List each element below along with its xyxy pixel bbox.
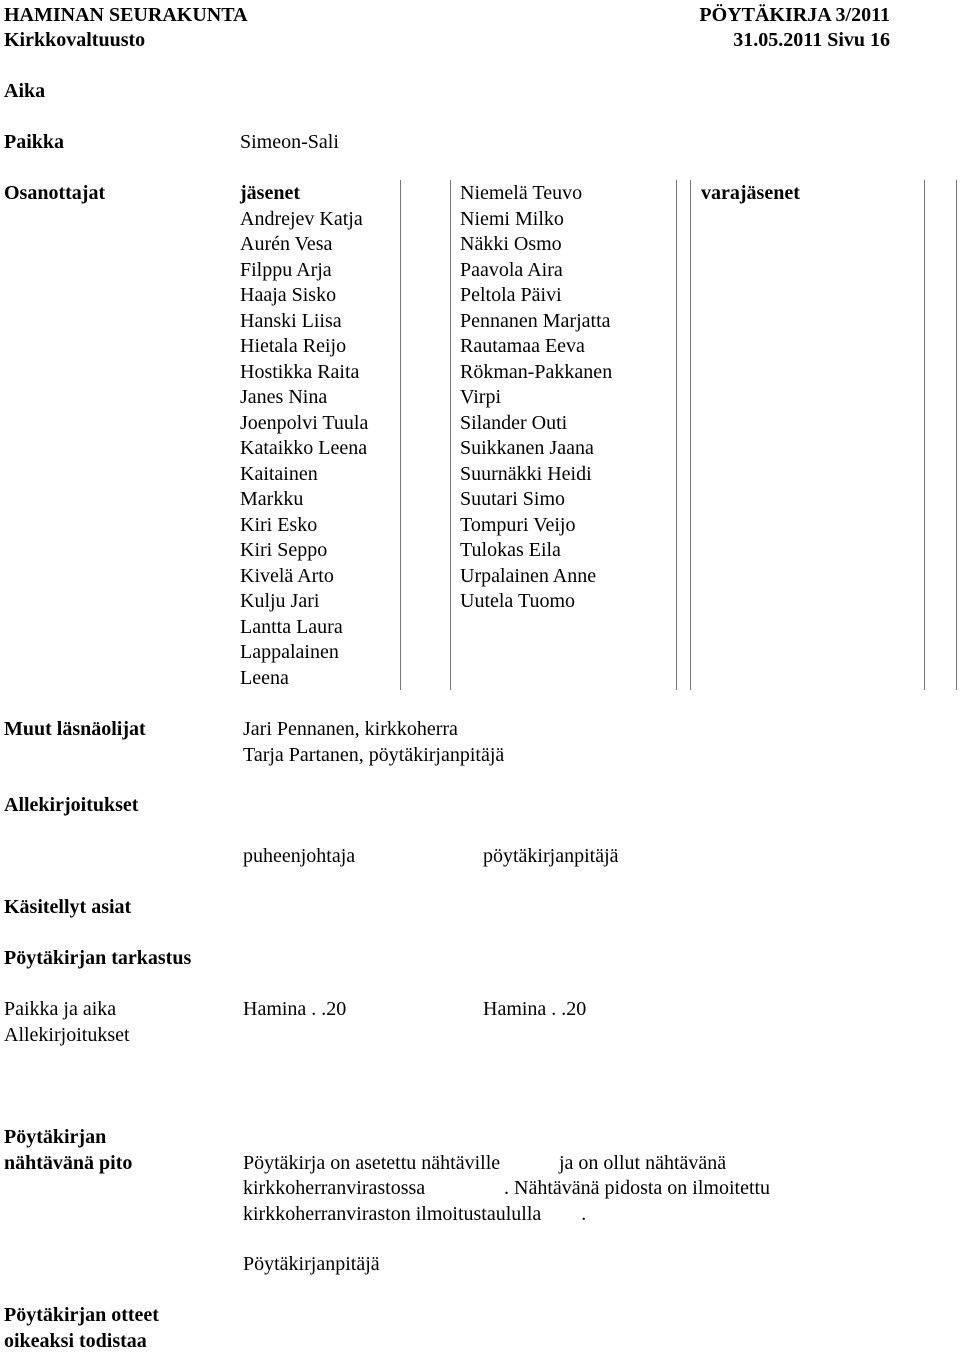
member-name: Tompuri Veijo xyxy=(460,513,612,539)
display-line-1b: ja on ollut nähtävänä xyxy=(559,1151,726,1177)
other-attendee: Jari Pennanen, kirkkoherra xyxy=(243,717,458,743)
member-name: Janes Nina xyxy=(240,385,368,411)
member-name: Suikkanen Jaana xyxy=(460,436,612,462)
member-name: Hietala Reijo xyxy=(240,334,368,360)
member-name: Hanski Liisa xyxy=(240,309,368,335)
label-otteet-1: Pöytäkirjan otteet xyxy=(4,1303,159,1329)
display-line-2a: kirkkoherranvirastossa xyxy=(243,1176,425,1202)
member-name: Joenpolvi Tuula xyxy=(240,411,368,437)
member-name: Paavola Aira xyxy=(460,258,612,284)
member-name: Virpi xyxy=(460,385,612,411)
label-aika: Aika xyxy=(4,79,45,105)
review-place-1: Hamina . .20 xyxy=(243,997,346,1023)
date-page: 31.05.2011 Sivu 16 xyxy=(733,28,890,54)
member-name: Lantta Laura xyxy=(240,615,368,641)
signature-chair: puheenjohtaja xyxy=(243,844,355,870)
member-name: Kiri Esko xyxy=(240,513,368,539)
members-column-2 xyxy=(460,181,612,615)
org-name: HAMINAN SEURAKUNTA xyxy=(4,3,248,29)
members-heading: jäsenet xyxy=(240,181,300,207)
label-allekirjoitukset-2: Allekirjoitukset xyxy=(4,1023,130,1049)
column-divider xyxy=(690,180,691,690)
label-allekirjoitukset: Allekirjoitukset xyxy=(4,793,138,819)
review-place-2: Hamina . .20 xyxy=(483,997,586,1023)
member-name: Niemelä Teuvo xyxy=(460,181,612,207)
member-name: Tulokas Eila xyxy=(460,538,612,564)
member-name: Markku xyxy=(240,487,368,513)
label-nahtava-1: Pöytäkirjan xyxy=(4,1125,106,1151)
meeting-place: Simeon-Sali xyxy=(240,130,339,156)
member-name: Suurnäkki Heidi xyxy=(460,462,612,488)
member-name: Hostikka Raita xyxy=(240,360,368,386)
label-paikka: Paikka xyxy=(4,130,64,156)
member-name: Rökman-Pakkanen xyxy=(460,360,612,386)
label-tarkastus: Pöytäkirjan tarkastus xyxy=(4,946,191,972)
member-name: Haaja Sisko xyxy=(240,283,368,309)
member-name: Lappalainen xyxy=(240,640,368,666)
member-name: Aurén Vesa xyxy=(240,232,368,258)
column-divider xyxy=(956,180,957,690)
label-kasitellyt: Käsitellyt asiat xyxy=(4,895,131,921)
label-nahtava-2: nähtävänä pito xyxy=(4,1151,132,1177)
member-name: Suutari Simo xyxy=(460,487,612,513)
body-name: Kirkkovaltuusto xyxy=(4,28,145,54)
member-name: Leena xyxy=(240,666,368,692)
display-line-3: kirkkoherranviraston ilmoitustaululla . xyxy=(243,1202,586,1228)
member-name: Niemi Milko xyxy=(460,207,612,233)
member-name: Kiri Seppo xyxy=(240,538,368,564)
member-name: Kataikko Leena xyxy=(240,436,368,462)
label-otteet-2: oikeaksi todistaa xyxy=(4,1329,147,1354)
display-line-2b: . Nähtävänä pidosta on ilmoitettu xyxy=(504,1176,770,1202)
member-name: Rautamaa Eeva xyxy=(460,334,612,360)
display-line-1a: Pöytäkirja on asetettu nähtäville xyxy=(243,1151,500,1177)
other-attendee: Tarja Partanen, pöytäkirjanpitäjä xyxy=(243,743,504,769)
member-name: Kaitainen xyxy=(240,462,368,488)
column-divider xyxy=(676,180,677,690)
member-name: Pennanen Marjatta xyxy=(460,309,612,335)
member-name: Uutela Tuomo xyxy=(460,589,612,615)
deputies-heading: varajäsenet xyxy=(701,181,800,207)
signature-secretary: pöytäkirjanpitäjä xyxy=(483,844,619,870)
label-paikka-aika: Paikka ja aika xyxy=(4,997,116,1023)
member-name: Silander Outi xyxy=(460,411,612,437)
members-column-1 xyxy=(240,207,368,692)
column-divider xyxy=(924,180,925,690)
display-signer: Pöytäkirjanpitäjä xyxy=(243,1252,380,1278)
member-name: Andrejev Katja xyxy=(240,207,368,233)
label-muut: Muut läsnäolijat xyxy=(4,717,146,743)
column-divider xyxy=(450,180,451,690)
doc-number: PÖYTÄKIRJA 3/2011 xyxy=(699,3,890,29)
member-name: Filppu Arja xyxy=(240,258,368,284)
member-name: Kivelä Arto xyxy=(240,564,368,590)
member-name: Peltola Päivi xyxy=(460,283,612,309)
member-name: Urpalainen Anne xyxy=(460,564,612,590)
label-osanottajat: Osanottajat xyxy=(4,181,105,207)
column-divider xyxy=(400,180,401,690)
member-name: Kulju Jari xyxy=(240,589,368,615)
member-name: Näkki Osmo xyxy=(460,232,612,258)
